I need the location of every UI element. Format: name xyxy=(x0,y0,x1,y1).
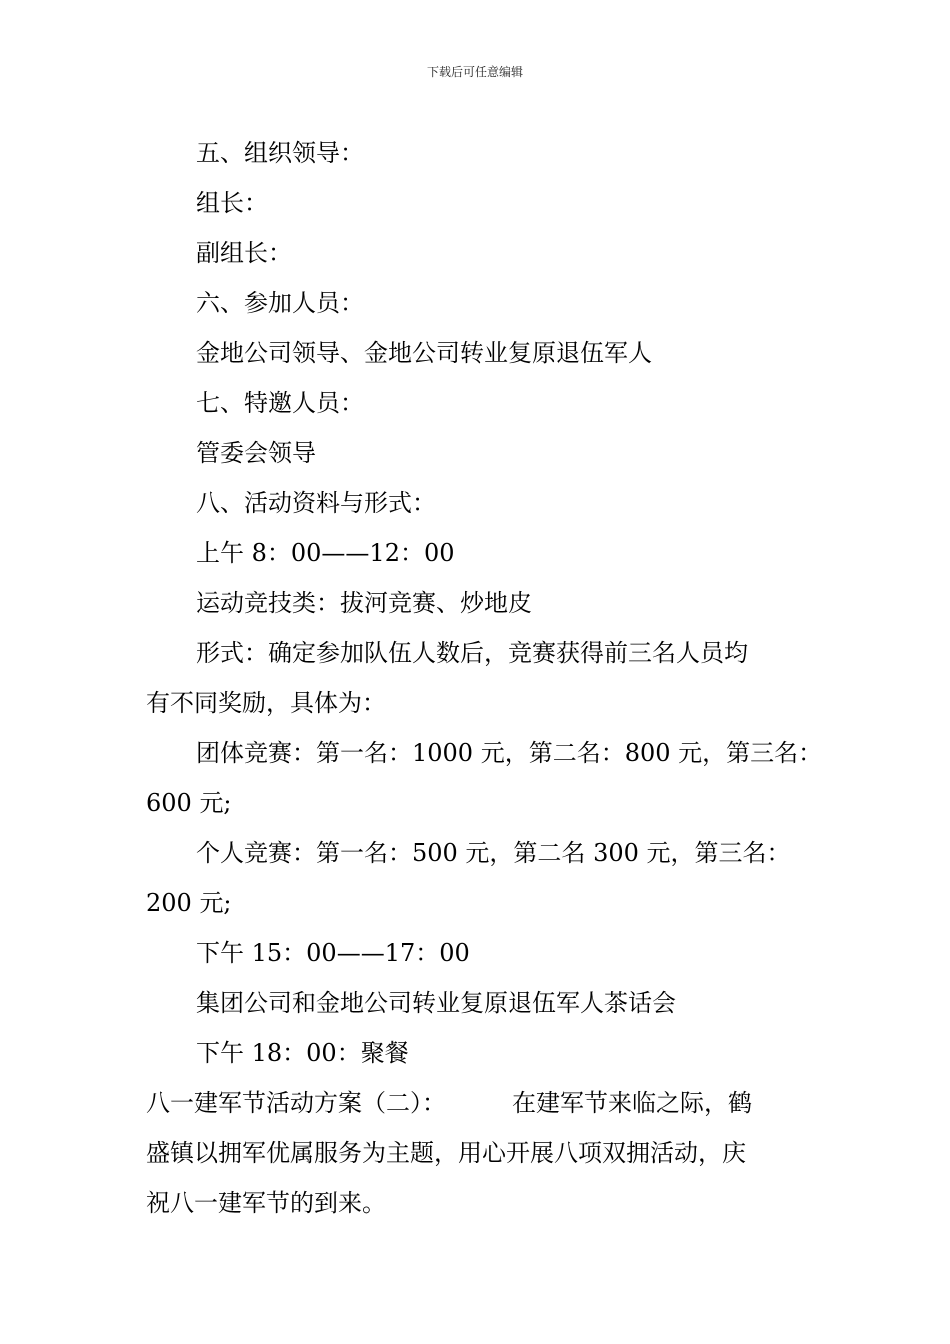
format-line-1: 形式：确定参加队伍人数后，竞赛获得前三名人员均 xyxy=(196,639,748,667)
plan-2-line-3: 祝八一建军节的到来。 xyxy=(146,1189,386,1217)
individual-prize-line-2: 200 元; xyxy=(146,889,232,917)
special-guests-line: 管委会领导 xyxy=(196,439,316,467)
document-body xyxy=(146,128,826,1228)
leader-line: 组长： xyxy=(196,189,268,217)
participants-line: 金地公司领导、金地公司转业复原退伍军人 xyxy=(196,339,652,367)
section-5-title: 五、组织领导： xyxy=(196,139,364,167)
afternoon-time-line: 下午 15：00——17：00 xyxy=(196,939,470,967)
section-8-title: 八、活动资料与形式： xyxy=(196,489,436,517)
plan-2-first-line xyxy=(146,1078,826,1128)
plan-2-intro-start: 在建军节来临之际，鹤 xyxy=(512,1089,752,1117)
format-line-2: 有不同奖励，具体为： xyxy=(146,689,386,717)
deputy-leader-line: 副组长： xyxy=(196,239,292,267)
plan-2-title: 八一建军节活动方案（二）： xyxy=(146,1089,446,1117)
page-header: 下载后可任意编辑 xyxy=(426,65,523,79)
dinner-line: 下午 18：00：聚餐 xyxy=(196,1039,409,1067)
section-6-title: 六、参加人员： xyxy=(196,289,364,317)
team-prize-line-2: 600 元; xyxy=(146,789,232,817)
tea-party-line: 集团公司和金地公司转业复原退伍军人茶话会 xyxy=(196,989,676,1017)
section-7-title: 七、特邀人员： xyxy=(196,389,364,417)
individual-prize-line-1: 个人竞赛：第一名：500 元，第二名 300 元，第三名： xyxy=(196,839,791,867)
plan-2-line-2: 盛镇以拥军优属服务为主题，用心开展八项双拥活动，庆 xyxy=(146,1139,746,1167)
team-prize-line-1: 团体竞赛：第一名：1000 元，第二名：800 元，第三名： xyxy=(196,739,823,767)
sports-line: 运动竞技类：拔河竞赛、炒地皮 xyxy=(196,589,532,617)
morning-time-line: 上午 8：00——12：00 xyxy=(196,539,455,567)
